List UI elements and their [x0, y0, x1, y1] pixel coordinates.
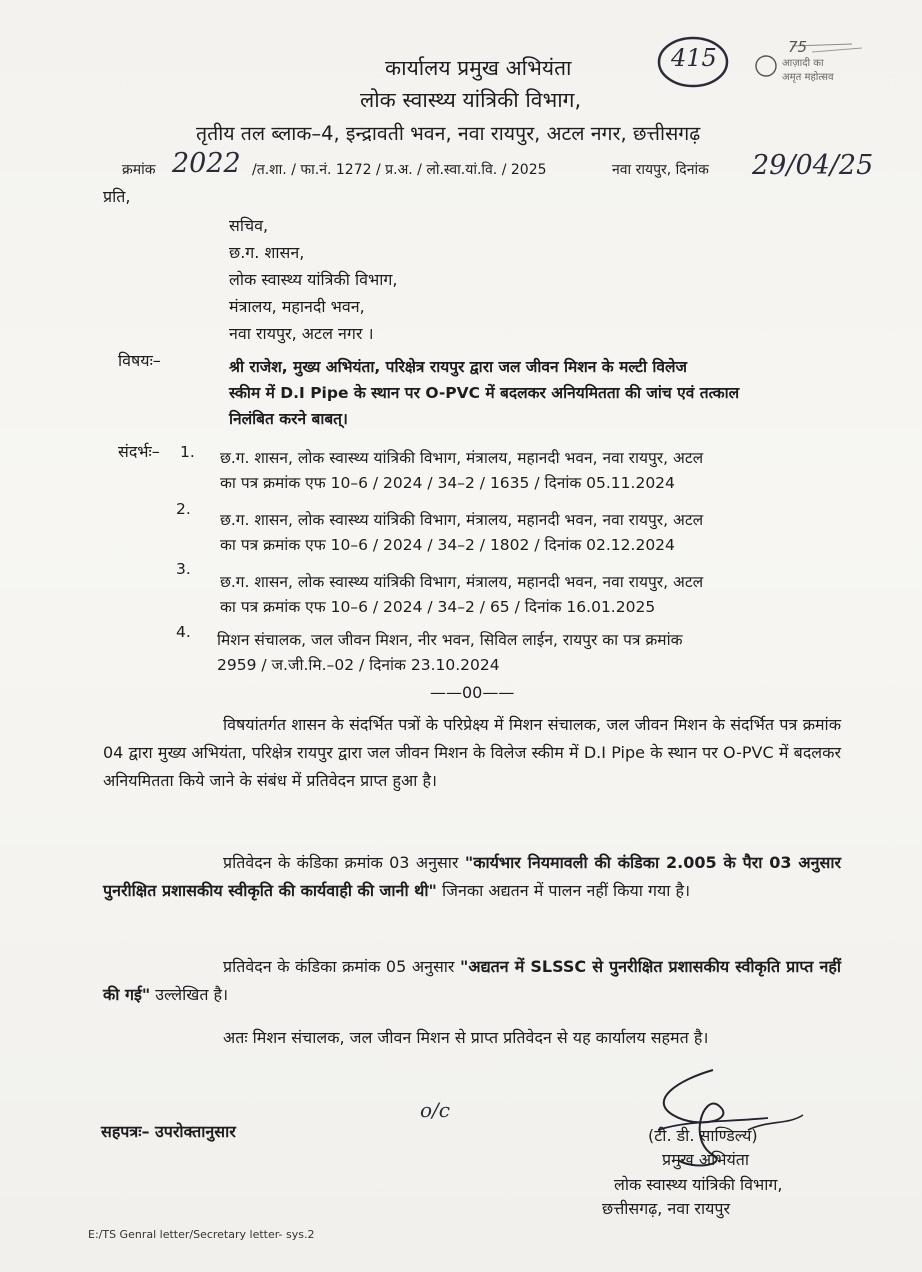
- body-paragraph: [103, 1024, 841, 1052]
- reference-line: का पत्र क्रमांक एफ 10–6 / 2024 / 34–2 / 1635 / दिनांक 05.11.2024: [220, 474, 675, 492]
- logo-number: 75: [788, 38, 808, 56]
- body-paragraph: [103, 953, 841, 1009]
- paragraph-quote: "कार्यभार नियमावली की कंडिका 2.005 के पैरा 03 अनुसार पुनरीक्षित प्रशासकीय स्वीकृति की कार्यवाही की जानी थी": [103, 853, 842, 900]
- handwritten-date: 29/04/25: [752, 150, 874, 181]
- reference-number: 4.: [176, 623, 191, 641]
- logo-text-line2: अमृत महोत्सव: [782, 72, 834, 83]
- reference-line: का पत्र क्रमांक एफ 10–6 / 2024 / 34–2 / 1802 / दिनांक 02.12.2024: [220, 536, 675, 554]
- reference-label: क्रमांक: [122, 162, 156, 178]
- azadi-ka-amrit-mahotsav-logo: [752, 38, 872, 90]
- place-date-label: नवा रायपुर, दिनांक: [612, 162, 709, 178]
- signatory-designation: प्रमुख अभियंता: [662, 1150, 750, 1169]
- reference-number: 2.: [176, 500, 191, 518]
- paragraph-text: प्रतिवेदन के कंडिका क्रमांक 03 अनुसार: [223, 853, 465, 872]
- file-reference: /त.शा. / फा.नं. 1272 / प्र.अ. / लो.स्वा.यां.वि. / 2025: [252, 162, 547, 178]
- paragraph-text: प्रतिवेदन के कंडिका क्रमांक 05 अनुसार: [223, 957, 461, 976]
- reference-line: मिशन संचालक, जल जीवन मिशन, नीर भवन, सिविल लाईन, रायपुर का पत्र क्रमांक: [217, 631, 683, 649]
- address-line: मंत्रालय, महानदी भवन,: [229, 297, 365, 316]
- office-address: तृतीय तल ब्लाक–4, इन्द्रावती भवन, नवा रायपुर, अटल नगर, छत्तीसगढ़: [196, 122, 701, 145]
- reference-number: 3.: [176, 560, 191, 578]
- subject-line: श्री राजेश, मुख्य अभियंता, परिक्षेत्र रायपुर द्वारा जल जीवन मिशन के मल्टी विलेज: [229, 358, 688, 376]
- separator: ——00——: [430, 683, 515, 702]
- paragraph-text: उल्लेखित है।: [150, 985, 229, 1004]
- reference-line: 2959 / ज.जी.मि.–02 / दिनांक 23.10.2024: [217, 656, 500, 674]
- office-title: कार्यालय प्रमुख अभियंता: [385, 56, 572, 80]
- signatory-location: छत्तीसगढ़, नवा रायपुर: [602, 1199, 731, 1218]
- stamp-number: 415: [671, 44, 717, 72]
- reference-item: [220, 508, 842, 558]
- inward-number-stamp: [655, 34, 733, 90]
- subject-line: स्कीम में D.I Pipe के स्थान पर O-PVC में बदलकर अनियमितता की जांच एवं तत्काल: [229, 384, 740, 402]
- handwritten-letter-number: 2022: [172, 148, 241, 179]
- address-line: लोक स्वास्थ्य यांत्रिकी विभाग,: [229, 270, 398, 289]
- paragraph-text: अतः मिशन संचालक, जल जीवन मिशन से प्राप्त प्रतिवेदन से यह कार्यालय सहमत है।: [223, 1028, 709, 1047]
- enclosure-note: सहपत्रः– उपरोक्तानुसार: [101, 1122, 236, 1141]
- paragraph-quote: "अद्यतन में SLSSC से पुनरीक्षित प्रशासकीय स्वीकृति प्राप्त नहीं की गई": [103, 957, 841, 1004]
- reference-number: 1.: [180, 443, 195, 461]
- address-line: छ.ग. शासन,: [229, 243, 305, 262]
- logo-text-line1: आज़ादी का: [782, 58, 824, 69]
- body-paragraph: [103, 711, 841, 795]
- address-line: सचिव,: [229, 216, 269, 235]
- references-label: संदर्भः–: [118, 442, 160, 461]
- reference-line: का पत्र क्रमांक एफ 10–6 / 2024 / 34–2 / 65 / दिनांक 16.01.2025: [220, 598, 656, 616]
- department-title: लोक स्वास्थ्य यांत्रिकी विभाग,: [360, 88, 582, 112]
- handwritten-mark: o/c: [420, 1098, 450, 1122]
- subject-label: विषयः–: [118, 351, 161, 370]
- reference-line: छ.ग. शासन, लोक स्वास्थ्य यांत्रिकी विभाग, मंत्रालय, महानदी भवन, नवा रायपुर, अटल: [220, 449, 704, 467]
- reference-line: छ.ग. शासन, लोक स्वास्थ्य यांत्रिकी विभाग, मंत्रालय, महानदी भवन, नवा रायपुर, अटल: [220, 511, 704, 529]
- reference-item: [217, 628, 839, 678]
- paragraph-text: जिनका अद्यतन में पालन नहीं किया गया है।: [436, 881, 691, 900]
- reference-line: छ.ग. शासन, लोक स्वास्थ्य यांत्रिकी विभाग, मंत्रालय, महानदी भवन, नवा रायपुर, अटल: [220, 573, 704, 591]
- to-label: प्रति,: [103, 187, 131, 206]
- body-paragraph: [103, 849, 841, 905]
- footer-file-path: E:/TS Genral letter/Secretary letter- sys.2: [88, 1228, 315, 1241]
- address-line: नवा रायपुर, अटल नगर ।: [229, 324, 374, 343]
- reference-item: [220, 446, 842, 496]
- subject-line: निलंबित करने बाबत्।: [229, 410, 348, 428]
- signatory-name: (टी. डी. साण्डिल्य): [648, 1126, 758, 1145]
- paragraph-text: विषयांतर्गत शासन के संदर्भित पत्रों के परिप्रेक्ष्य में मिशन संचालक, जल जीवन मिशन के संदर्भित पत्र क्रमांक 04 द्वारा मुख्य अभियंता, परिक्षेत्र रायपुर द्वारा जल जीवन मिशन के विलेज स्कीम में D.I Pipe के स्थान पर O-PVC में बदलकर अनियमितता किये जाने के संबंध में प्रतिवेदन प्राप्त हुआ है।: [103, 715, 841, 790]
- reference-item: [220, 570, 842, 620]
- signatory-department: लोक स्वास्थ्य यांत्रिकी विभाग,: [614, 1175, 783, 1194]
